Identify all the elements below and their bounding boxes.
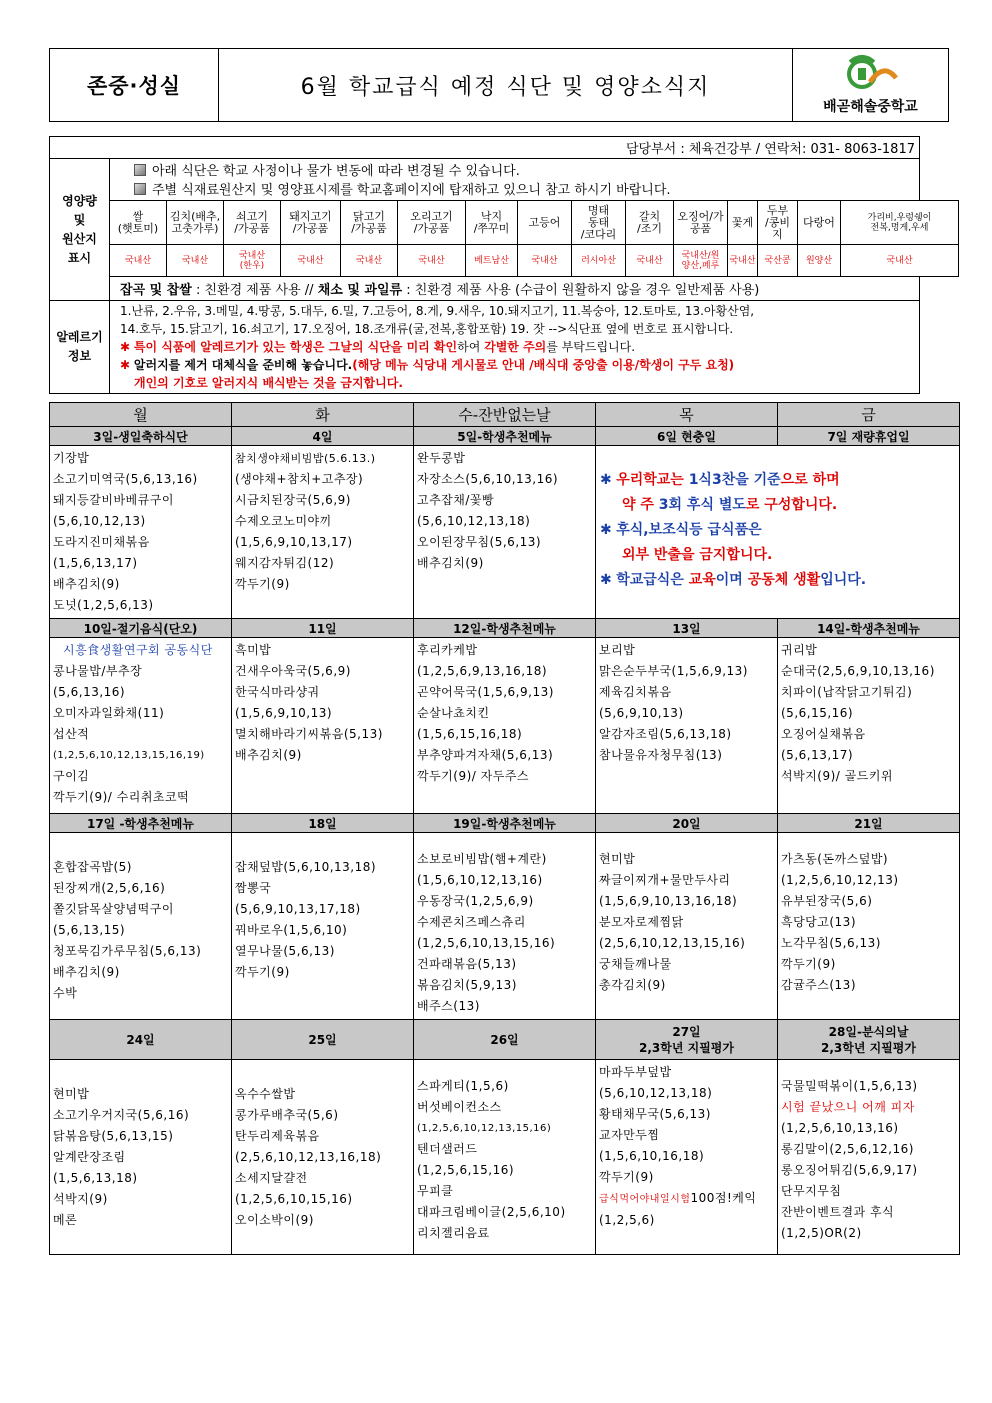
menu-item: 웨지감자튀김(12) bbox=[235, 556, 335, 570]
menu-item: 깍두기(9) bbox=[599, 1170, 654, 1184]
date-header: 5일-학생추천메뉴 bbox=[414, 427, 596, 446]
weekday-header: 월 bbox=[50, 403, 232, 427]
ingredient-name: 낙지 /쭈꾸미 bbox=[466, 201, 518, 245]
menu-item: 도라지진미채볶음 bbox=[53, 535, 150, 549]
menu-item: 도넛(1,2,5,6,13) bbox=[53, 598, 154, 612]
menu-cell bbox=[778, 638, 960, 814]
menu-item: 맑은순두부국(1,5,6,9,13) bbox=[599, 664, 748, 678]
menu-item: (1,2,5,6,10,13,15,16) bbox=[417, 936, 556, 950]
ingredient-origin: 국내산 bbox=[398, 245, 466, 277]
menu-item: 완두콩밥 bbox=[417, 451, 466, 465]
allergy-label: 알레르기 정보 bbox=[50, 301, 110, 394]
menu-item: 기장밥 bbox=[53, 451, 90, 465]
menu-item: 오이된장무침(5,6,13) bbox=[417, 535, 542, 549]
ingredient-name: 갈치 /조기 bbox=[626, 201, 674, 245]
date-header: 14일-학생추천메뉴 bbox=[778, 619, 960, 638]
ingredient-origin: 국내산 bbox=[518, 245, 572, 277]
ingredient-name: 두부 /콩비 지 bbox=[758, 201, 798, 245]
menu-table bbox=[49, 402, 960, 1255]
date-header: 17일 -학생추천메뉴 bbox=[50, 814, 232, 833]
weekday-header: 수-잔반없는날 bbox=[414, 403, 596, 427]
menu-cell bbox=[778, 833, 960, 1020]
menu-item: 배추김치(9) bbox=[53, 577, 120, 591]
menu-item: (1,5,6,9,10,13,16,18) bbox=[599, 894, 738, 908]
date-header: 28일-분식의날 2,3학년 지필평가 bbox=[778, 1020, 960, 1060]
menu-item: 깍두기(9) bbox=[781, 957, 836, 971]
menu-item: 곤약어묵국(1,5,6,9,13) bbox=[417, 685, 554, 699]
menu-item: (1,2,5,6,15,16) bbox=[417, 1163, 515, 1177]
page-header bbox=[49, 48, 949, 122]
ingredient-name: 오징어/가 공품 bbox=[674, 201, 728, 245]
date-header: 3일-생일축하식단 bbox=[50, 427, 232, 446]
menu-item: 국물밀떡볶이(1,5,6,13) bbox=[781, 1079, 918, 1093]
ingredient-name: 닭고기 /가공품 bbox=[341, 201, 398, 245]
asterisk-icon: ✱ bbox=[600, 522, 612, 538]
menu-item: (1,2,5,6,10,13,16) bbox=[781, 1121, 899, 1135]
date-header: 20일 bbox=[596, 814, 778, 833]
menu-item: 흑당당고(13) bbox=[781, 915, 857, 929]
menu-item: 잔반이벤트결과 후식 bbox=[781, 1205, 895, 1219]
menu-item: 소고기우거지국(5,6,16) bbox=[53, 1108, 190, 1122]
ingredient-origin: 국내산 bbox=[341, 245, 398, 277]
menu-item: (2,5,6,10,12,13,16,18) bbox=[235, 1150, 382, 1164]
ingredient-name: 쌀 (햇토미) bbox=[110, 201, 167, 245]
menu-item: 롱오징어튀김(5,6,9,17) bbox=[781, 1163, 918, 1177]
menu-item: 볶음김치(5,9,13) bbox=[417, 978, 517, 992]
menu-item: 소고기미역국(5,6,13,16) bbox=[53, 472, 198, 486]
allergy-list-1: 1.난류, 2.우유, 3.메밀, 4.땅콩, 5.대두, 6.밀, 7.고등어, 8.게, 9.새우, 10.돼지고기, 11.복숭아, 12.토마토, 13.아황산염, bbox=[120, 304, 755, 318]
menu-cell bbox=[414, 1060, 596, 1255]
menu-item: 깍두기(9)/ 자두주스 bbox=[417, 769, 530, 783]
menu-item: 건파래볶음(5,13) bbox=[417, 957, 517, 971]
menu-item: (1,2,5,6) bbox=[599, 1213, 655, 1227]
menu-item: 황태채무국(5,6,13) bbox=[599, 1107, 711, 1121]
origin-label: 영양량 및 원산지 표시 bbox=[50, 159, 110, 301]
menu-item: 총각김치(9) bbox=[599, 978, 666, 992]
ingredient-origin: 국내산 bbox=[281, 245, 341, 277]
date-header: 7일 재량휴업일 bbox=[778, 427, 960, 446]
weekday-header: 화 bbox=[232, 403, 414, 427]
menu-item: 시금치된장국(5,6,9) bbox=[235, 493, 351, 507]
menu-item: 보리밥 bbox=[599, 643, 636, 657]
school-logo bbox=[793, 49, 948, 121]
menu-item: 깍두기(9) bbox=[235, 965, 290, 979]
date-header: 12일-학생추천메뉴 bbox=[414, 619, 596, 638]
ingredient-origin: 국내산 bbox=[167, 245, 224, 277]
menu-item: 흑미밥 bbox=[235, 643, 272, 657]
menu-item: (5,6,13,16) bbox=[53, 685, 126, 699]
menu-item: (1,5,6,15,16,18) bbox=[417, 727, 523, 741]
menu-item: 배추김치(9) bbox=[235, 748, 302, 762]
ingredient-origin: 국내산 bbox=[841, 245, 959, 277]
menu-item: (1,5,6,9,10,13,17) bbox=[235, 535, 353, 549]
menu-item: 오이소박이(9) bbox=[235, 1213, 314, 1227]
menu-item: 콩가루배추국(5,6) bbox=[235, 1108, 339, 1122]
notice-special-box: ✱ 우리학교는 1식3찬을 기준으로 하며 약 주 3회 후식 별도로 구성합니다. ✱ 후식,보조식등 급식품은 외부 반출을 금지합니다. ✱ 학교급식은 교육이며 공동체 생활입니다. bbox=[596, 446, 960, 619]
menu-item: 건새우아욱국(5,6,9) bbox=[235, 664, 351, 678]
menu-item: 가츠동(돈까스덮밥) bbox=[781, 852, 889, 866]
menu-item: 텐더샐러드 bbox=[417, 1142, 478, 1156]
weekday-header: 목 bbox=[596, 403, 778, 427]
ingredient-origin: 국내산 bbox=[626, 245, 674, 277]
menu-item: 궁채들깨나물 bbox=[599, 957, 672, 971]
menu-item: 참나물유자청무침(13) bbox=[599, 748, 723, 762]
menu-item: 청포묵김가루무침(5,6,13) bbox=[53, 944, 202, 958]
menu-item: (1,2,5,6,10,12,13,15,16,19) bbox=[53, 750, 205, 761]
menu-item: 참치생야채비빔밥(5.6.13.) bbox=[235, 452, 376, 465]
ingredient-name: 고등어 bbox=[518, 201, 572, 245]
date-header: 4일 bbox=[232, 427, 414, 446]
menu-cell bbox=[596, 833, 778, 1020]
menu-item: (1,5,6,10,16,18) bbox=[599, 1149, 705, 1163]
menu-item: (1,5,6,10,12,13,16) bbox=[417, 873, 543, 887]
weekday-header: 금 bbox=[778, 403, 960, 427]
menu-item: (1,5,6,13,18) bbox=[53, 1171, 138, 1185]
menu-item: 닭볶음탕(5,6,13,15) bbox=[53, 1129, 174, 1143]
menu-cell bbox=[232, 638, 414, 814]
menu-item: (1,5,6,13,17) bbox=[53, 556, 138, 570]
menu-cell bbox=[232, 1060, 414, 1255]
menu-cell bbox=[414, 446, 596, 619]
school-motto: 존중·성실 bbox=[50, 49, 219, 121]
menu-item: 급식먹어야내일시험100점!케익 bbox=[599, 1191, 757, 1205]
menu-item: 탄두리제육볶음 bbox=[235, 1129, 320, 1143]
ingredient-origin: 국내산 (한우) bbox=[224, 245, 281, 277]
ingredient-origin: 국내산 bbox=[728, 245, 758, 277]
menu-item: (1,2,5)OR(2) bbox=[781, 1226, 862, 1240]
menu-item: 버섯베이컨소스 bbox=[417, 1100, 502, 1114]
menu-item: 석박지(9)/ 골드키위 bbox=[781, 769, 894, 783]
cube-bullet-icon bbox=[134, 183, 146, 195]
menu-item: 제육김치볶음 bbox=[599, 685, 672, 699]
menu-item: 시험 끝났으니 어깨 피자 bbox=[781, 1100, 915, 1114]
ingredient-origin: 러시아산 bbox=[572, 245, 626, 277]
ingredient-name: 다랑어 bbox=[798, 201, 841, 245]
ingredient-name: 가리비,우렁쉥이 전복,멍게,우세 bbox=[841, 201, 959, 245]
date-header: 10일-절기음식(단오) bbox=[50, 619, 232, 638]
ingredient-name: 꽃게 bbox=[728, 201, 758, 245]
date-header: 19일-학생추천메뉴 bbox=[414, 814, 596, 833]
page-title: 6월 학교급식 예정 식단 및 영양소식지 bbox=[219, 49, 793, 121]
date-header: 26일 bbox=[414, 1020, 596, 1060]
menu-item: 석박지(9) bbox=[53, 1192, 108, 1206]
menu-cell bbox=[596, 1060, 778, 1255]
menu-item: 노각무침(5,6,13) bbox=[781, 936, 881, 950]
asterisk-icon: ✱ bbox=[120, 358, 131, 372]
menu-item: 부추양파겨자채(5,6,13) bbox=[417, 748, 554, 762]
notice-2: 주별 식재료원산지 및 영양표시제를 학교홈페이지에 탑재하고 있으니 참고 하시기 바랍니다. bbox=[152, 183, 671, 198]
menu-item: 스파게티(1,5,6) bbox=[417, 1079, 509, 1093]
menu-item: 옥수수쌀밥 bbox=[235, 1087, 296, 1101]
menu-item: 오징어실채볶음 bbox=[781, 727, 866, 741]
menu-cell bbox=[414, 833, 596, 1020]
menu-cell bbox=[232, 446, 414, 619]
menu-item: 오미자과일화채(11) bbox=[53, 706, 165, 720]
menu-item: 고추잡채/꽃빵 bbox=[417, 493, 495, 507]
allergy-list-2: 14.호두, 15.닭고기, 16.쇠고기, 17.오징어, 18.조개류(굴,전복,홍합포함) 19. 잣 -->식단표 옆에 번호로 표시합니다. bbox=[120, 322, 734, 336]
date-header: 6일 현충일 bbox=[596, 427, 778, 446]
menu-item: 섭산적 bbox=[53, 727, 90, 741]
menu-item: 알계란장조림 bbox=[53, 1150, 126, 1164]
menu-item: 구이김 bbox=[53, 769, 90, 783]
allergy-warning-3: 개인의 기호로 알러지식 배식받는 것을 금지합니다. bbox=[134, 376, 403, 390]
menu-item: (5,6,9,10,13,17,18) bbox=[235, 902, 361, 916]
date-header: 13일 bbox=[596, 619, 778, 638]
school-name: 배곧해솔중학교 bbox=[823, 99, 918, 115]
menu-item: 치파이(납작닭고기튀김) bbox=[781, 685, 913, 699]
menu-item: 콩나물밥/부추장 bbox=[53, 664, 143, 678]
menu-cell bbox=[50, 1060, 232, 1255]
asterisk-icon: ✱ bbox=[120, 340, 131, 354]
menu-item: 수박 bbox=[53, 986, 78, 1000]
menu-item: 배추김치(9) bbox=[417, 556, 484, 570]
menu-item: 순살나쵸치킨 bbox=[417, 706, 490, 720]
menu-item: (5,6,9,10,13) bbox=[599, 706, 684, 720]
date-header: 25일 bbox=[232, 1020, 414, 1060]
ingredient-origin: 국내산/원 양산,페루 bbox=[674, 245, 728, 277]
allergy-warning-2: ✱ 알러지를 제거 대체식을 준비해 놓습니다.(해당 메뉴 식당내 게시물로 안내 /배식대 중앙출 이용/학생이 구두 요청) bbox=[120, 358, 735, 372]
menu-item: 열무나물(5,6,13) bbox=[235, 944, 335, 958]
menu-item: 알감자조림(5,6,13,18) bbox=[599, 727, 732, 741]
menu-item: 깍두기(9) bbox=[235, 577, 290, 591]
menu-cell bbox=[50, 638, 232, 814]
date-header: 21일 bbox=[778, 814, 960, 833]
menu-item: 잡채덮밥(5,6,10,13,18) bbox=[235, 860, 377, 874]
menu-item: 마파두부덮밥 bbox=[599, 1065, 672, 1079]
menu-item: 짜글이찌개+물만두사리 bbox=[599, 873, 731, 887]
menu-cell bbox=[596, 638, 778, 814]
menu-item: (5,6,10,12,13,18) bbox=[599, 1086, 713, 1100]
menu-item: 메론 bbox=[53, 1213, 78, 1227]
menu-item: 후리카케밥 bbox=[417, 643, 478, 657]
ingredient-names-row bbox=[50, 201, 959, 245]
asterisk-icon: ✱ bbox=[600, 472, 612, 488]
menu-item: 소세지달걀전 bbox=[235, 1171, 308, 1185]
menu-item: 분모자로제찜닭 bbox=[599, 915, 684, 929]
menu-item: 단무지무침 bbox=[781, 1184, 842, 1198]
menu-item: (생야채+참치+고추장) bbox=[235, 472, 364, 486]
ingredient-name: 돼지고기 /가공품 bbox=[281, 201, 341, 245]
menu-item: 수제오코노미야끼 bbox=[235, 514, 332, 528]
menu-item: (1,2,5,6,9,13,16,18) bbox=[417, 664, 548, 678]
menu-item: 꿔바로우(1,5,6,10) bbox=[235, 923, 348, 937]
ingredient-name: 쇠고기 /가공품 bbox=[224, 201, 281, 245]
menu-item: 멸치해바라기씨볶음(5,13) bbox=[235, 727, 383, 741]
grain-note: 잡곡 및 찹쌀 : 친환경 제품 사용 // 채소 및 과일류 : 친환경 제품 사용 (수급이 원활하지 않을 경우 일반제품 사용) bbox=[110, 277, 920, 301]
ingredient-origin: 국내산 bbox=[110, 245, 167, 277]
menu-item: 돼지등갈비바베큐구이 bbox=[53, 493, 174, 507]
menu-item: (5,6,13,17) bbox=[781, 748, 854, 762]
menu-item: 우동장국(1,2,5,6,9) bbox=[417, 894, 534, 908]
info-table bbox=[49, 136, 959, 394]
ingredient-name: 명태 동태 /코다리 bbox=[572, 201, 626, 245]
cube-bullet-icon bbox=[134, 164, 146, 176]
date-header: 11일 bbox=[232, 619, 414, 638]
menu-item: 배추김치(9) bbox=[53, 965, 120, 979]
menu-item: 깍두기(9)/ 수리취초코떡 bbox=[53, 790, 190, 804]
menu-item: (5,6,15,16) bbox=[781, 706, 854, 720]
ingredient-origin: 국산콩 bbox=[758, 245, 798, 277]
menu-item: (2,5,6,10,12,13,15,16) bbox=[599, 936, 746, 950]
menu-item: (1,2,5,6,10,15,16) bbox=[235, 1192, 353, 1206]
menu-cell bbox=[50, 446, 232, 619]
menu-item: 자장소스(5,6,10,13,16) bbox=[417, 472, 559, 486]
menu-cell bbox=[414, 638, 596, 814]
date-header: 18일 bbox=[232, 814, 414, 833]
menu-item: 현미밥 bbox=[53, 1087, 90, 1101]
menu-item: 쫄깃닭목살양념떡구이 bbox=[53, 902, 174, 916]
ingredient-name: 오리고기 /가공품 bbox=[398, 201, 466, 245]
school-logo-icon bbox=[840, 54, 902, 94]
menu-item: (5,6,10,12,13) bbox=[53, 514, 146, 528]
menu-item: 짬뽕국 bbox=[235, 881, 272, 895]
menu-item: 귀리밥 bbox=[781, 643, 818, 657]
menu-item: 한국식마라샹궈 bbox=[235, 685, 320, 699]
menu-item: 무피클 bbox=[417, 1184, 454, 1198]
menu-item: 배주스(13) bbox=[417, 999, 480, 1013]
menu-item: 시흥食생활연구회 공동식단 bbox=[63, 643, 213, 657]
ingredient-origin: 베트남산 bbox=[466, 245, 518, 277]
menu-item: (5,6,13,15) bbox=[53, 923, 126, 937]
notice-1: 아래 식단은 학교 사정이나 물가 변동에 따라 변경될 수 있습니다. bbox=[152, 164, 520, 179]
menu-cell bbox=[778, 1060, 960, 1255]
date-header: 24일 bbox=[50, 1020, 232, 1060]
menu-item: 감귤주스(13) bbox=[781, 978, 857, 992]
menu-item: (1,2,5,6,10,12,13,15,16) bbox=[417, 1123, 552, 1134]
menu-item: 된장찌개(2,5,6,16) bbox=[53, 881, 166, 895]
menu-item: 교자만두찜 bbox=[599, 1128, 660, 1142]
menu-item: 순대국(2,5,6,9,10,13,16) bbox=[781, 664, 935, 678]
menu-cell bbox=[232, 833, 414, 1020]
allergy-warning-1: ✱ 특이 식품에 알레르기가 있는 학생은 그날의 식단을 미리 확인하여 각별한 주의를 부탁드립니다. bbox=[120, 340, 636, 354]
menu-item: 리치젤리음료 bbox=[417, 1226, 490, 1240]
menu-item: (1,2,5,6,10,12,13) bbox=[781, 873, 899, 887]
menu-item: 대파크림베이글(2,5,6,10) bbox=[417, 1205, 566, 1219]
ingredient-name: 김치(배추, 고춧가루) bbox=[167, 201, 224, 245]
menu-item: 롱김말이(2,5,6,12,16) bbox=[781, 1142, 914, 1156]
menu-item: 수제콘치즈페스츄리 bbox=[417, 915, 526, 929]
department-contact: 담당부서 : 체육건강부 / 연락처: 031- 8063-1817 bbox=[50, 137, 920, 159]
menu-item: (1,5,6,9,10,13) bbox=[235, 706, 333, 720]
asterisk-icon: ✱ bbox=[600, 572, 612, 588]
date-header: 27일 2,3학년 지필평가 bbox=[596, 1020, 778, 1060]
menu-item: 유부된장국(5,6) bbox=[781, 894, 873, 908]
menu-item: 혼합잡곡밥(5) bbox=[53, 860, 132, 874]
ingredient-origins-row bbox=[50, 245, 959, 277]
menu-cell bbox=[50, 833, 232, 1020]
menu-item: 현미밥 bbox=[599, 852, 636, 866]
menu-item: 소보로비빔밥(햄+계란) bbox=[417, 852, 547, 866]
ingredient-origin: 원양산 bbox=[798, 245, 841, 277]
menu-item: (5,6,10,12,13,18) bbox=[417, 514, 531, 528]
allergy-info bbox=[110, 301, 920, 394]
notice-box bbox=[110, 159, 920, 201]
